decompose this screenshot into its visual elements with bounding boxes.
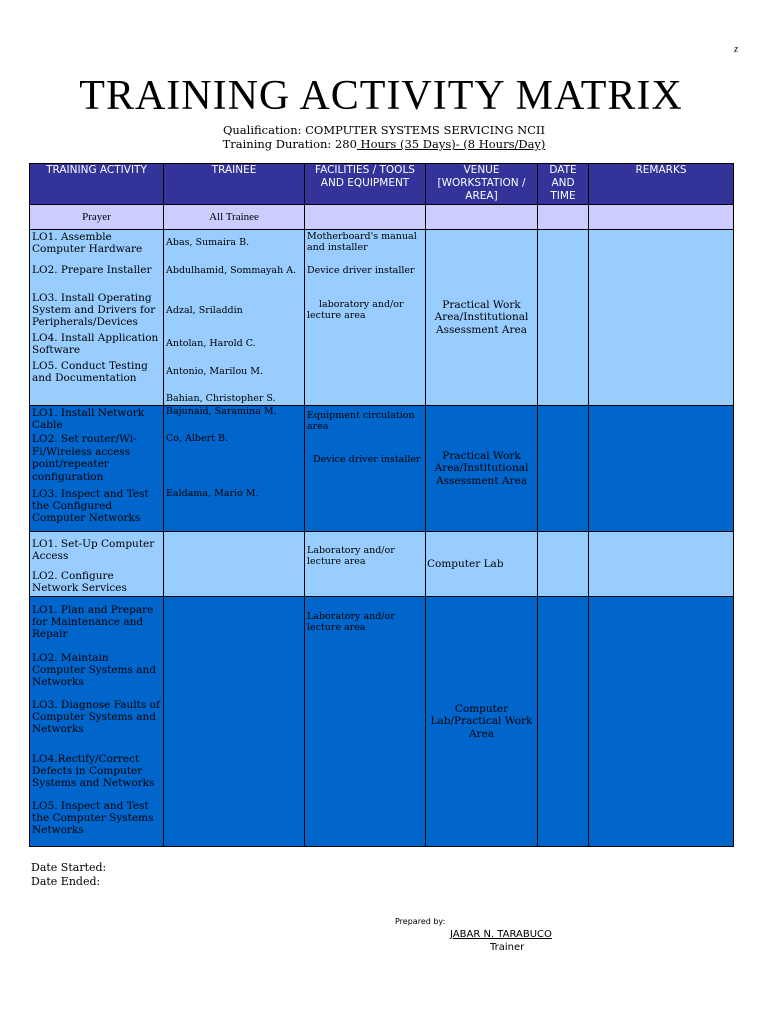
- remarks-cell: [589, 406, 734, 532]
- table-row-group-1: [30, 230, 734, 406]
- list-item-facility: Device driver installer: [313, 454, 421, 465]
- header-venue: VENUE [WORKSTATION / AREA]: [426, 164, 538, 205]
- venue-cell: Practical Work Area/Institutional Assessment Area: [426, 230, 538, 406]
- list-item-facility: Laboratory and/or lecture area: [307, 545, 395, 567]
- list-item-trainee: Bajunaid, Saramina M.: [166, 406, 277, 417]
- table-row-group-4: [30, 597, 734, 847]
- trainees-cell: [164, 597, 305, 847]
- list-item-trainee: Antonio, Marilou M.: [166, 366, 264, 377]
- list-item-activity: LO1. Plan and Prepare for Maintenance and Repair: [32, 604, 154, 640]
- list-item-activity: LO4. Install Application Software: [32, 332, 159, 356]
- list-item-trainee: Ealdama, Mario M.: [166, 488, 259, 499]
- list-item-activity: LO3. Diagnose Faults of Computer Systems and Networks: [32, 699, 160, 735]
- date-time-cell: [538, 406, 589, 532]
- facilities-cell: [305, 406, 426, 532]
- header-trainee: TRAINEE: [164, 164, 305, 205]
- remarks-cell: [589, 230, 734, 406]
- activity-matrix-table: [29, 163, 734, 847]
- date-time-cell: [538, 532, 589, 597]
- activities-cell: [30, 597, 164, 847]
- list-item-facility: Motherboard's manual and installer: [307, 231, 417, 253]
- list-item-facility: laboratory and/or lecture area: [307, 299, 404, 321]
- list-item-activity: LO1. Set-Up Computer Access: [32, 538, 155, 562]
- list-item-trainee: Co, Albert B.: [166, 433, 229, 444]
- list-item-activity: LO2. Maintain Computer Systems and Networks: [32, 652, 156, 688]
- venue-cell: Computer Lab/Practical Work Area: [426, 597, 538, 847]
- date-time-cell: [538, 597, 589, 847]
- date-started-label: Date Started:: [31, 861, 107, 874]
- date-ended-label: Date Ended:: [31, 875, 101, 888]
- list-item-activity: LO1. Assemble Computer Hardware: [32, 231, 143, 255]
- duration-line: [0, 137, 768, 151]
- trainer-role: Trainer: [490, 942, 525, 953]
- facilities-cell: [305, 597, 426, 847]
- list-item-facility: Device driver installer: [307, 265, 415, 276]
- trainees-cell: [164, 230, 305, 406]
- list-item-activity: LO2. Set router/Wi-Fi/Wireless access point/repeater configuration: [32, 433, 137, 483]
- list-item-activity: LO4.Rectify/Correct Defects in Computer Systems and Networks: [32, 753, 155, 789]
- list-item-activity: LO2. Prepare Installer: [32, 264, 152, 276]
- prepared-by-label: Prepared by:: [395, 917, 446, 926]
- prayer-row: [30, 205, 734, 230]
- facilities-cell: [305, 532, 426, 597]
- trainees-cell: [164, 406, 305, 532]
- list-item-trainee: Antolan, Harold C.: [166, 338, 256, 349]
- header-facilities: FACILITIES / TOOLS AND EQUIPMENT: [305, 164, 426, 205]
- header-training-activity: TRAINING ACTIVITY: [30, 164, 164, 205]
- duration-prefix: Training Duration: 280: [222, 137, 357, 151]
- date-time-cell: [538, 230, 589, 406]
- table-row-group-3: [30, 532, 734, 597]
- list-item-trainee: Bahian, Christopher S.: [166, 393, 276, 404]
- list-item-activity: LO3. Inspect and Test the Configured Computer Networks: [32, 488, 149, 524]
- prayer-activity: Prayer: [30, 205, 164, 230]
- list-item-facility: Laboratory and/or lecture area: [307, 611, 395, 633]
- list-item-activity: LO3. Install Operating System and Drivers for Peripherals/Devices: [32, 292, 156, 328]
- list-item-activity: LO2. Configure Network Services: [32, 570, 127, 594]
- table-row-group-2: [30, 406, 734, 532]
- header-remarks: REMARKS: [589, 164, 734, 205]
- prayer-trainee: All Trainee: [164, 205, 305, 230]
- list-item-trainee: Adzal, Sriladdin: [166, 305, 243, 316]
- trainees-cell: [164, 532, 305, 597]
- remarks-cell: [589, 597, 734, 847]
- header-date-time: DATE AND TIME: [538, 164, 589, 205]
- venue-cell: Computer Lab: [426, 532, 538, 597]
- trainer-name: JABAR N. TARABUCO: [450, 929, 552, 940]
- list-item-facility: Equipment circulation area: [307, 410, 415, 432]
- header-row: [30, 164, 734, 205]
- activities-cell: [30, 532, 164, 597]
- qualification-line: Qualification: COMPUTER SYSTEMS SERVICING NCII: [222, 123, 546, 137]
- venue-cell: Practical Work Area/Institutional Assessment Area: [426, 406, 538, 532]
- facilities-cell: [305, 230, 426, 406]
- activities-cell: [30, 230, 164, 406]
- list-item-activity: LO5. Conduct Testing and Documentation: [32, 360, 148, 384]
- page-title: TRAINING ACTIVITY MATRIX: [79, 73, 683, 119]
- duration-detail: Hours (35 Days)- (8 Hours/Day): [356, 137, 546, 151]
- remarks-cell: [589, 532, 734, 597]
- page-corner-mark: z: [734, 44, 738, 55]
- list-item-trainee: Abas, Sumaira B.: [166, 237, 250, 248]
- activities-cell: [30, 406, 164, 532]
- list-item-activity: LO5. Inspect and Test the Computer Systems Networks: [32, 800, 154, 836]
- list-item-trainee: Abdulhamid, Sommayah A.: [166, 265, 297, 276]
- list-item-activity: LO1. Install Network Cable: [32, 407, 145, 431]
